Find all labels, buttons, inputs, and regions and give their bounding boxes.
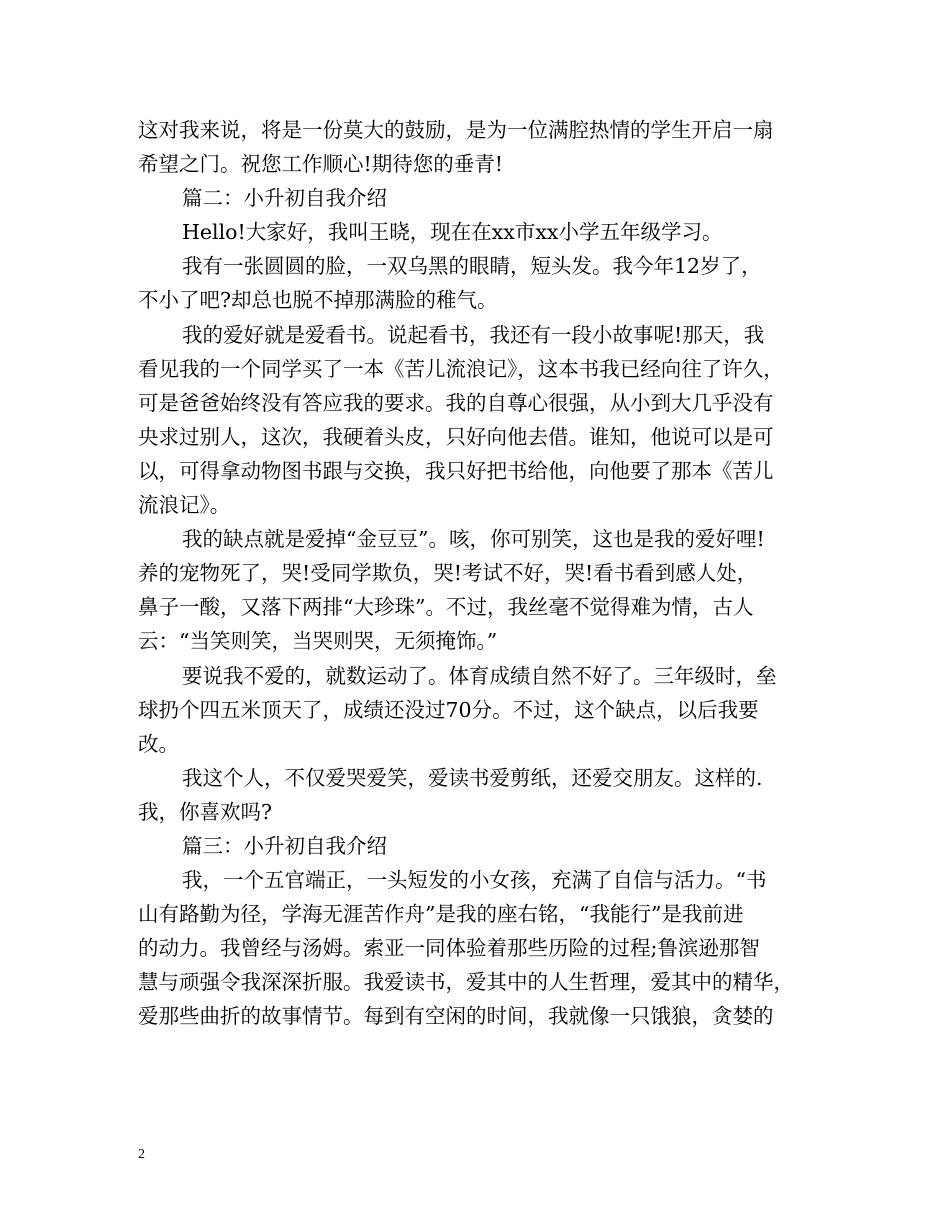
text-line: 养的宠物死了，哭!受同学欺负，哭!考试不好，哭!看书看到感人处， (138, 561, 758, 586)
text-line: 要说我不爱的，就数运动了。体育成绩自然不好了。三年级时，垒 (182, 663, 777, 688)
text-line: 的动力。我曾经与汤姆。索亚一同体验着那些历险的过程;鲁滨逊那智 (138, 936, 760, 961)
text-line: 我，你喜欢吗? (138, 799, 272, 824)
text-line: 改。 (138, 731, 179, 756)
text-line: 云：“当笑则笑，当哭则哭，无须掩饰。” (138, 629, 498, 654)
text-line: 以，可得拿动物图书跟与交换，我只好把书给他，向他要了那本《苦儿 (138, 458, 774, 483)
text-line: 鼻子一酸，又落下两排“大珍珠”。不过，我丝毫不觉得难为情，古人 (138, 595, 754, 620)
text-line: 看见我的一个同学买了一本《苦儿流浪记》，这本书我已经向往了许久， (138, 356, 784, 381)
text-line: 慧与顽强令我深深折服。我爱读书，爱其中的人生哲理，爱其中的精华， (138, 970, 794, 995)
text-line: 我的缺点就是爱掉“金豆豆”。咳，你可别笑，这也是我的爱好哩! (182, 527, 765, 552)
text-line: 爱那些曲折的故事情节。每到有空闲的时间，我就像一只饿狼，贪婪的 (138, 1004, 774, 1029)
text-line: 球扔个四五米顶天了，成绩还没过70分。不过，这个缺点，以后我要 (138, 697, 759, 722)
text-line: 希望之门。祝您工作顺心!期待您的垂青! (138, 152, 503, 177)
text-line: 央求过别人，这次，我硬着头皮，只好向他去借。谁知，他说可以是可 (138, 424, 774, 449)
text-line: 篇二：小升初自我介绍 (182, 186, 387, 211)
text-line: 我这个人，不仅爱哭爱笑，爱读书爱剪纸，还爱交朋友。这样的. (182, 765, 763, 790)
text-line: 不小了吧?却总也脱不掉那满脸的稚气。 (138, 288, 498, 313)
text-line: 山有路勤为径，学海无涯苦作舟”是我的座右铭，“我能行”是我前进 (138, 902, 744, 927)
text-line: 我的爱好就是爱看书。说起看书，我还有一段小故事呢!那天，我 (182, 322, 765, 347)
text-line: 流浪记》。 (138, 493, 231, 518)
page-number: 2 (138, 1147, 145, 1162)
text-line: Hello!大家好，我叫王晓，现在在xx市xx小学五年级学习。 (182, 220, 723, 245)
text-line: 可是爸爸始终没有答应我的要求。我的自尊心很强，从小到大几乎没有 (138, 390, 774, 415)
text-line: 我有一张圆圆的脸，一双乌黑的眼睛，短头发。我今年12岁了， (182, 254, 762, 279)
document-body (138, 113, 828, 1034)
text-line: 我，一个五官端正，一头短发的小女孩，充满了自信与活力。“书 (182, 868, 767, 893)
text-line: 这对我来说，将是一份莫大的鼓励，是为一位满腔热情的学生开启一扇 (138, 118, 774, 142)
text-line: 篇三：小升初自我介绍 (182, 833, 387, 858)
